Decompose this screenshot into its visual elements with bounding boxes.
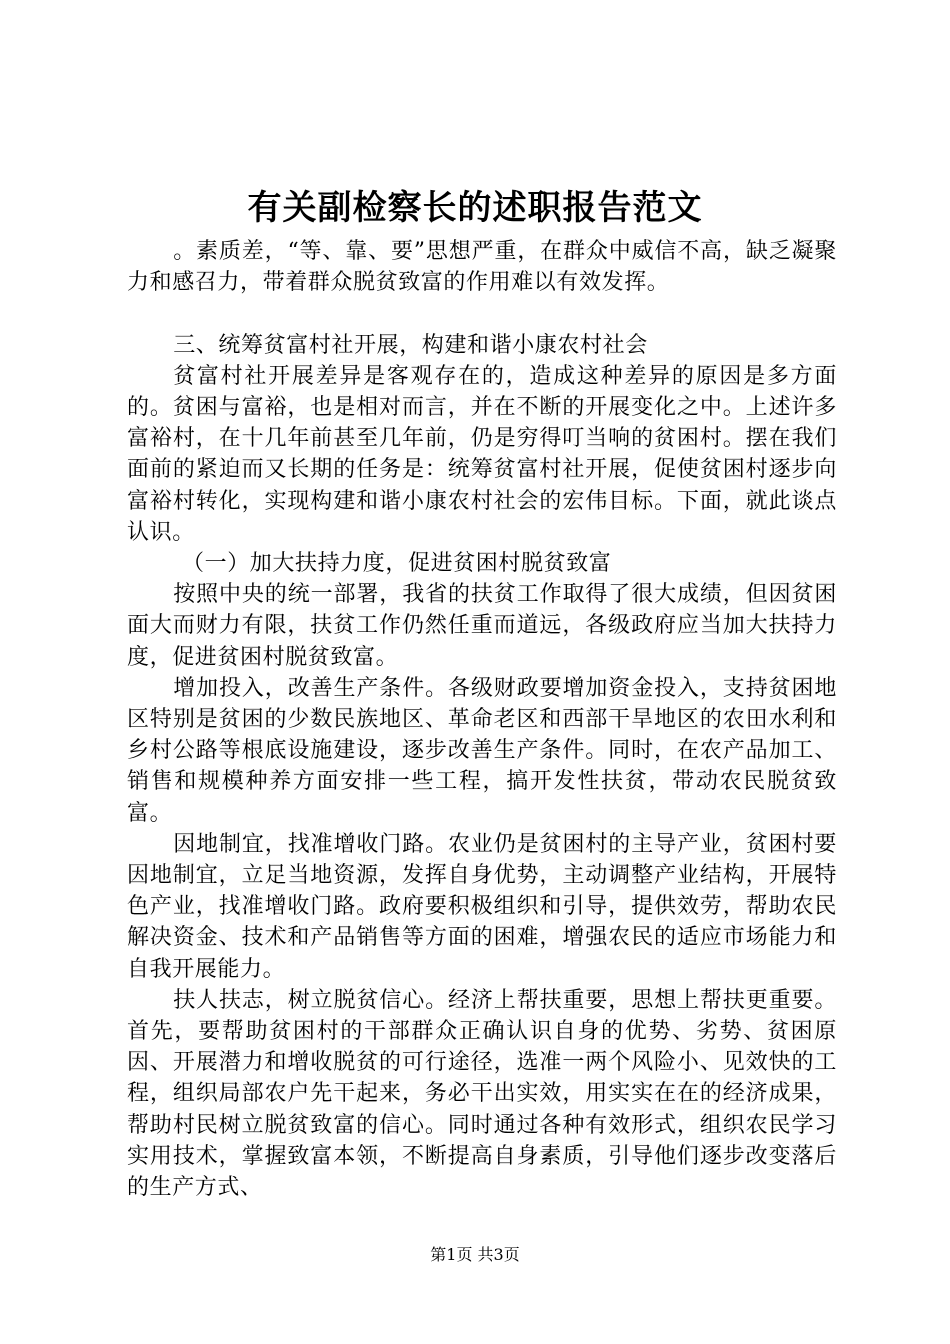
paragraph-confidence: 扶人扶志，树立脱贫信心。经济上帮扶重要，思想上帮扶更重要。首先，要帮助贫困村的干部群众正确认识自身的优势、劣势、贫困原因、开展潜力和增收脱贫的可行途径，选准一两个风险小、见效快的工程，组织局部农户先干起来，务必干出实效，用实实在在的经济成果，帮助村民树立脱贫致富的信心。同时通过各种有效形式，组织农民学习实用技术，掌握致富本领，不断提高自身素质，引导他们逐步改变落后的生产方式、 — [127, 987, 837, 1201]
paragraph-investment: 增加投入，改善生产条件。各级财政要增加资金投入，支持贫困地区特别是贫困的少数民族地区、革命老区和西部干旱地区的农田水利和乡村公路等根底设施建设，逐步改善生产条件。同时，在农产品加工、销售和规模种养方面安排一些工程，搞开发性扶贫，带动农民脱贫致富。 — [127, 675, 837, 826]
document-body — [127, 236, 837, 1203]
paragraph-central-plan: 按照中央的统一部署，我省的扶贫工作取得了很大成绩，但因贫困面大而财力有限，扶贫工作仍然任重而道远，各级政府应当加大扶持力度，促进贫困村脱贫致富。 — [127, 582, 837, 670]
page-number-footer: 第1页 共3页 — [430, 1245, 520, 1264]
paragraph-disparity: 贫富村社开展差异是客观存在的，造成这种差异的原因是多方面的。贫困与富裕，也是相对而言，并在不断的开展变化之中。上述许多富裕村，在十几年前甚至几年前，仍是穷得叮当响的贫困村。摆在我们面前的紧迫而又长期的任务是：统筹贫富村社开展，促使贫困村逐步向富裕村转化，实现构建和谐小康农村社会的宏伟目标。下面，就此谈点认识。 — [127, 363, 837, 545]
paragraph-intro: 。素质差，“等、靠、要”思想严重，在群众中威信不高，缺乏凝聚力和感召力，带着群众脱贫致富的作用难以有效发挥。 — [127, 239, 837, 296]
paragraph-local-conditions: 因地制宜，找准增收门路。农业仍是贫困村的主导产业，贫困村要因地制宜，立足当地资源，发挥自身优势，主动调整产业结构，开展特色产业，找准增收门路。政府要积极组织和引导，提供效劳，帮助农民解决资金、技术和产品销售等方面的困难，增强农民的适应市场能力和自我开展能力。 — [127, 831, 837, 982]
section-heading-three: 三、统筹贫富村社开展，构建和谐小康农村社会 — [173, 332, 648, 358]
document-title: 有关副检察长的述职报告范文 — [247, 188, 703, 228]
blank-line — [127, 298, 837, 329]
subsection-heading-one: （一）加大扶持力度，促进贫困村脱贫致富 — [182, 551, 612, 577]
